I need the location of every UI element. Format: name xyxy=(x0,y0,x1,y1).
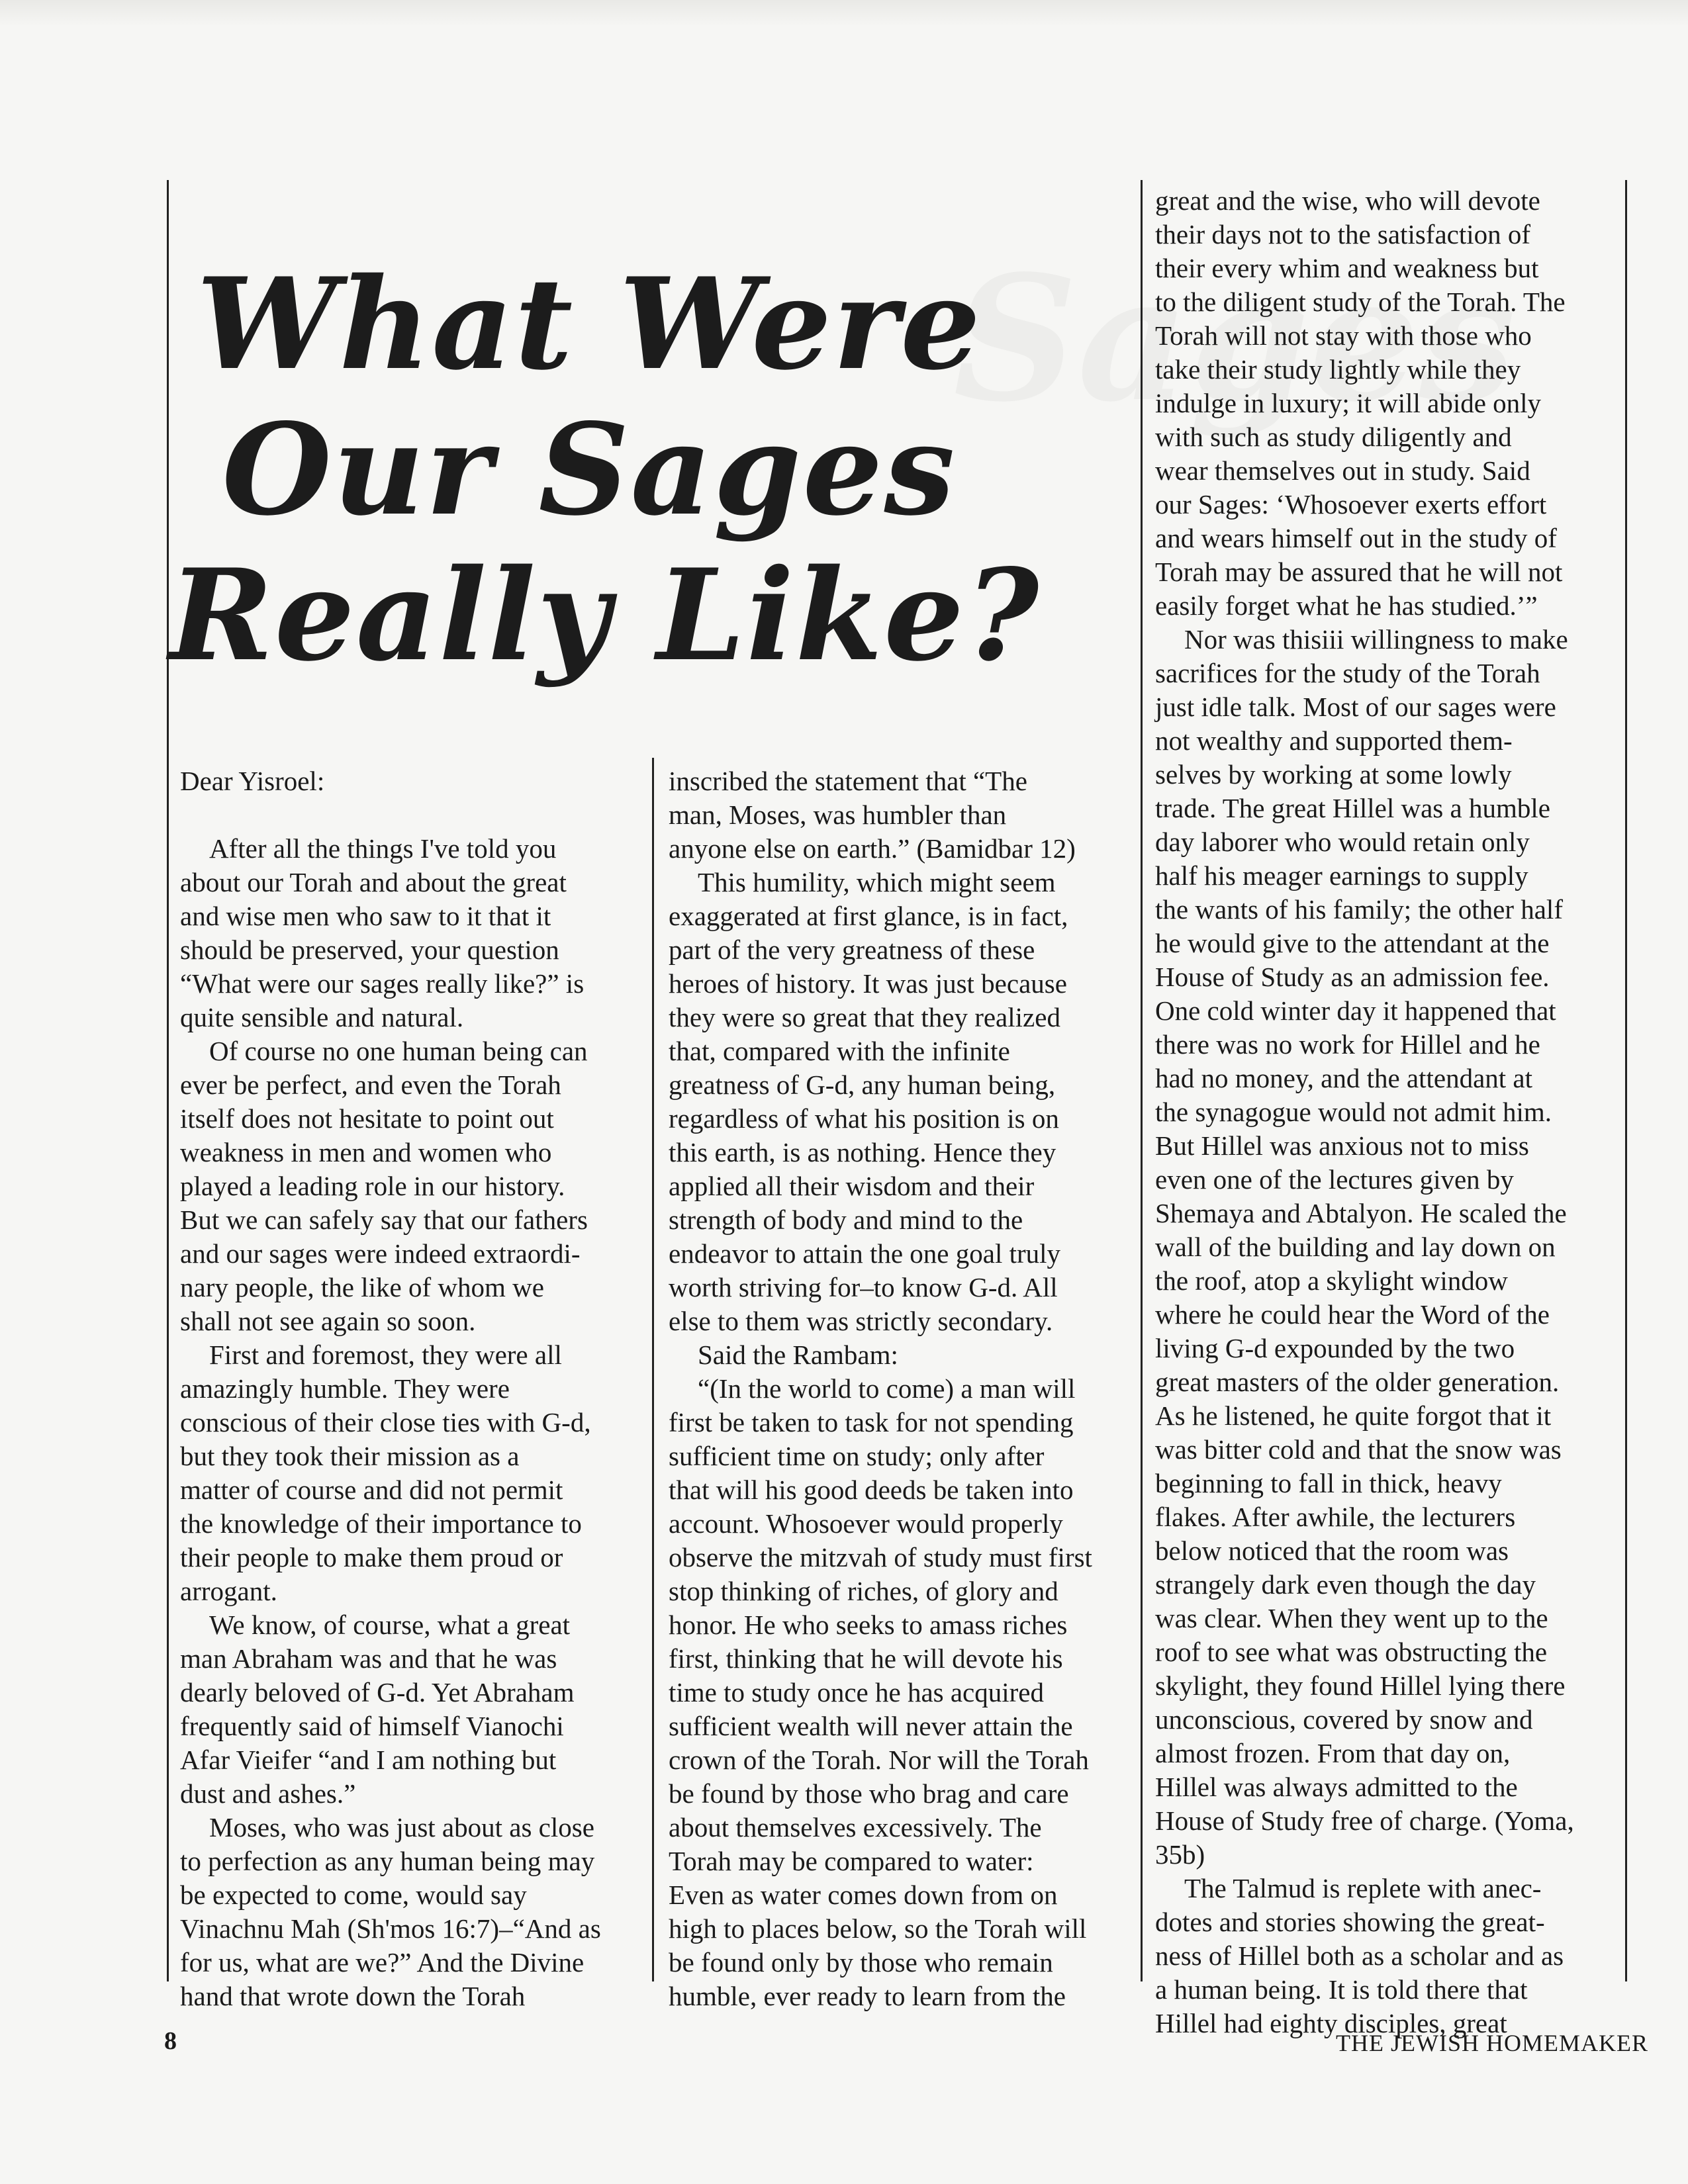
text-line: observe the mitzvah of study must first xyxy=(669,1542,1092,1572)
text-line: with such as study diligently and xyxy=(1155,422,1512,452)
text-line: be expected to come, would say xyxy=(180,1880,527,1910)
page-number: 8 xyxy=(164,2027,177,2055)
column-rule-right xyxy=(1141,180,1143,1981)
text-line: sacrifices for the study of the Torah xyxy=(1155,658,1540,688)
text-line: the wants of his family; the other half xyxy=(1155,894,1563,925)
text-line: living G-d expounded by the two xyxy=(1155,1333,1515,1363)
text-line: where he could hear the Word of the xyxy=(1155,1299,1550,1330)
text-line: a human being. It is told there that xyxy=(1155,1974,1528,2005)
text-line: frequently said of himself Vianochi xyxy=(180,1711,564,1741)
text-line: beginning to fall in thick, heavy xyxy=(1155,1468,1502,1498)
text-line: endeavor to attain the one goal truly xyxy=(669,1238,1061,1269)
text-line: conscious of their close ties with G-d, xyxy=(180,1407,591,1437)
text-line: even one of the lectures given by xyxy=(1155,1164,1514,1195)
text-line: itself does not hesitate to point out xyxy=(180,1103,554,1134)
text-line: had no money, and the attendant at xyxy=(1155,1063,1533,1093)
text-line: should be preserved, your question xyxy=(180,934,559,965)
text-line: honor. He who seeks to amass riches xyxy=(669,1610,1068,1640)
text-line: quite sensible and natural. xyxy=(180,1002,464,1032)
title-line-1: What Were xyxy=(196,250,982,398)
text-line: Afar Vieifer “and I am nothing but xyxy=(180,1745,557,1775)
text-line: not wealthy and supported them- xyxy=(1155,725,1513,756)
text-line: crown of the Torah. Nor will the Torah xyxy=(669,1745,1089,1775)
text-line: there was no work for Hillel and he xyxy=(1155,1029,1540,1060)
text-line: The Talmud is replete with anec- xyxy=(1184,1873,1542,1903)
text-line: worth striving for–to know G-d. All xyxy=(669,1272,1058,1302)
text-line: weakness in men and women who xyxy=(180,1137,552,1167)
text-line: First and foremost, they were all xyxy=(209,1340,562,1370)
text-line: man Abraham was and that he was xyxy=(180,1643,557,1674)
text-line: Hillel had eighty disciples, great xyxy=(1155,2008,1507,2038)
text-line: nary people, the like of whom we xyxy=(180,1272,544,1302)
text-line: easily forget what he has studied.’” xyxy=(1155,590,1538,621)
text-line: stop thinking of riches, of glory and xyxy=(669,1576,1058,1606)
text-line: our Sages: ‘Whosoever exerts effort xyxy=(1155,489,1547,520)
text-line: was bitter cold and that the snow was xyxy=(1155,1434,1562,1465)
text-line: This humility, which might seem xyxy=(698,867,1056,897)
text-line: and our sages were indeed extraordi- xyxy=(180,1238,581,1269)
text-line: the synagogue would not admit him. xyxy=(1155,1097,1552,1127)
text-line: Torah may be assured that he will not xyxy=(1155,557,1563,587)
text-line: After all the things I've told you xyxy=(209,833,557,864)
text-line: inscribed the statement that “The xyxy=(669,766,1027,796)
text-line: high to places below, so the Torah will xyxy=(669,1913,1087,1944)
text-line: was clear. When they went up to the xyxy=(1155,1603,1548,1633)
text-line: just idle talk. Most of our sages were xyxy=(1155,692,1556,722)
text-line: sufficient wealth will never attain the xyxy=(669,1711,1073,1741)
text-line: As he listened, he quite forgot that it xyxy=(1155,1400,1552,1431)
text-line: and wears himself out in the study of xyxy=(1155,523,1557,553)
text-line: their every whim and weakness but xyxy=(1155,253,1539,283)
title-line-3: Really Like? xyxy=(169,541,1041,689)
text-line: ness of Hillel both as a scholar and as xyxy=(1155,1940,1564,1971)
text-line: House of Study free of charge. (Yoma, xyxy=(1155,1805,1574,1836)
text-line: skylight, they found Hillel lying there xyxy=(1155,1670,1566,1701)
text-line: “What were our sages really like?” is xyxy=(180,968,585,999)
text-line: hand that wrote down the Torah xyxy=(180,1981,526,2011)
scan-shadow xyxy=(0,0,1688,26)
text-line: matter of course and did not permit xyxy=(180,1475,563,1505)
greeting: Dear Yisroel: xyxy=(180,766,325,796)
text-line: part of the very greatness of these xyxy=(669,934,1035,965)
text-line: but they took their mission as a xyxy=(180,1441,520,1471)
text-line: dotes and stories showing the great- xyxy=(1155,1907,1545,1937)
text-line: the knowledge of their importance to xyxy=(180,1508,582,1539)
text-line: their days not to the satisfaction of xyxy=(1155,219,1531,250)
text-line: dust and ashes.” xyxy=(180,1778,356,1809)
text-line: Shemaya and Abtalyon. He scaled the xyxy=(1155,1198,1567,1228)
text-line: Even as water comes down from on xyxy=(669,1880,1058,1910)
text-line: flakes. After awhile, the lecturers xyxy=(1155,1502,1516,1532)
text-line: “(In the world to come) a man will xyxy=(698,1373,1076,1404)
text-line: Nor was thisiii willingness to make xyxy=(1184,624,1568,655)
text-line: to the diligent study of the Torah. The xyxy=(1155,287,1566,317)
text-line: played a leading role in our history. xyxy=(180,1171,565,1201)
text-line: trade. The great Hillel was a humble xyxy=(1155,793,1550,823)
text-line: this earth, is as nothing. Hence they xyxy=(669,1137,1056,1167)
text-line: indulge in luxury; it will abide only xyxy=(1155,388,1542,418)
text-line: amazingly humble. They were xyxy=(180,1373,510,1404)
column-rule-far-right xyxy=(1625,180,1627,1981)
text-line: greatness of G-d, any human being, xyxy=(669,1069,1056,1100)
text-line: first, thinking that he will devote his xyxy=(669,1643,1063,1674)
text-line: Of course no one human being can xyxy=(209,1036,588,1066)
text-line: the roof, atop a skylight window xyxy=(1155,1265,1508,1296)
text-line: Torah may be compared to water: xyxy=(669,1846,1034,1876)
text-line: Vinachnu Mah (Sh'mos 16:7)–“And as xyxy=(180,1913,601,1944)
text-line: roof to see what was obstructing the xyxy=(1155,1637,1548,1667)
text-line: anyone else on earth.” (Bamidbar 12) xyxy=(669,833,1076,864)
text-line: man, Moses, was humbler than xyxy=(669,799,1007,830)
text-line: wear themselves out in study. Said xyxy=(1155,455,1530,486)
text-line: ever be perfect, and even the Torah xyxy=(180,1069,561,1100)
text-line: they were so great that they realized xyxy=(669,1002,1060,1032)
text-line: about themselves excessively. The xyxy=(669,1812,1042,1843)
article-column-1 xyxy=(180,764,601,2013)
text-line: Torah will not stay with those who xyxy=(1155,320,1532,351)
text-line: else to them was strictly secondary. xyxy=(669,1306,1053,1336)
text-line: that, compared with the infinite xyxy=(669,1036,1010,1066)
article-column-3 xyxy=(1155,184,1574,2040)
text-line: almost frozen. From that day on, xyxy=(1155,1738,1511,1768)
text-line: account. Whosoever would properly xyxy=(669,1508,1063,1539)
column-rule-middle xyxy=(652,758,654,1981)
text-line: But Hillel was anxious not to miss xyxy=(1155,1130,1529,1161)
text-line: exaggerated at first glance, is in fact, xyxy=(669,901,1068,931)
text-line: strength of body and mind to the xyxy=(669,1205,1023,1235)
text-line: regardless of what his position is on xyxy=(669,1103,1059,1134)
text-line: House of Study as an admission fee. xyxy=(1155,962,1550,992)
text-line: Hillel was always admitted to the xyxy=(1155,1772,1518,1802)
text-line: strangely dark even though the day xyxy=(1155,1569,1536,1600)
text-line: he would give to the attendant at the xyxy=(1155,928,1550,958)
article-title xyxy=(169,250,1041,689)
text-line: below noticed that the room was xyxy=(1155,1535,1509,1566)
text-line: Moses, who was just about as close xyxy=(209,1812,594,1843)
text-line: unconscious, covered by snow and xyxy=(1155,1704,1533,1735)
text-line: Said the Rambam: xyxy=(698,1340,898,1370)
text-line: that will his good deeds be taken into xyxy=(669,1475,1074,1505)
text-line: day laborer who would retain only xyxy=(1155,827,1530,857)
text-line: first be taken to task for not spending xyxy=(669,1407,1074,1437)
text-line: half his meager earnings to supply xyxy=(1155,860,1528,891)
text-line: great masters of the older generation. xyxy=(1155,1367,1560,1397)
text-line: take their study lightly while they xyxy=(1155,354,1521,385)
text-line: great and the wise, who will devote xyxy=(1155,185,1540,216)
text-line: sufficient time on study; only after xyxy=(669,1441,1045,1471)
magazine-name: THE JEWISH HOMEMAKER xyxy=(1336,2030,1648,2056)
text-line: One cold winter day it happened that xyxy=(1155,995,1556,1026)
text-line: 35b) xyxy=(1155,1839,1205,1870)
text-line: heroes of history. It was just because xyxy=(669,968,1067,999)
article-column-2 xyxy=(669,764,1092,2013)
text-line: applied all their wisdom and their xyxy=(669,1171,1035,1201)
text-line: dearly beloved of G-d. Yet Abraham xyxy=(180,1677,575,1707)
text-line: wall of the building and lay down on xyxy=(1155,1232,1556,1262)
text-line: to perfection as any human being may xyxy=(180,1846,595,1876)
text-line: about our Torah and about the great xyxy=(180,867,567,897)
title-line-2: Our Sages xyxy=(222,396,957,543)
text-line: selves by working at some lowly xyxy=(1155,759,1512,790)
text-line: humble, ever ready to learn from the xyxy=(669,1981,1066,2011)
text-line: shall not see again so soon. xyxy=(180,1306,476,1336)
text-line: and wise men who saw to it that it xyxy=(180,901,551,931)
text-line: for us, what are we?” And the Divine xyxy=(180,1947,585,1978)
text-line: We know, of course, what a great xyxy=(209,1610,571,1640)
text-line: be found by those who brag and care xyxy=(669,1778,1069,1809)
text-line: time to study once he has acquired xyxy=(669,1677,1044,1707)
text-line: be found only by those who remain xyxy=(669,1947,1053,1978)
text-line: But we can safely say that our fathers xyxy=(180,1205,588,1235)
text-line: their people to make them proud or xyxy=(180,1542,563,1572)
text-line: arrogant. xyxy=(180,1576,277,1606)
